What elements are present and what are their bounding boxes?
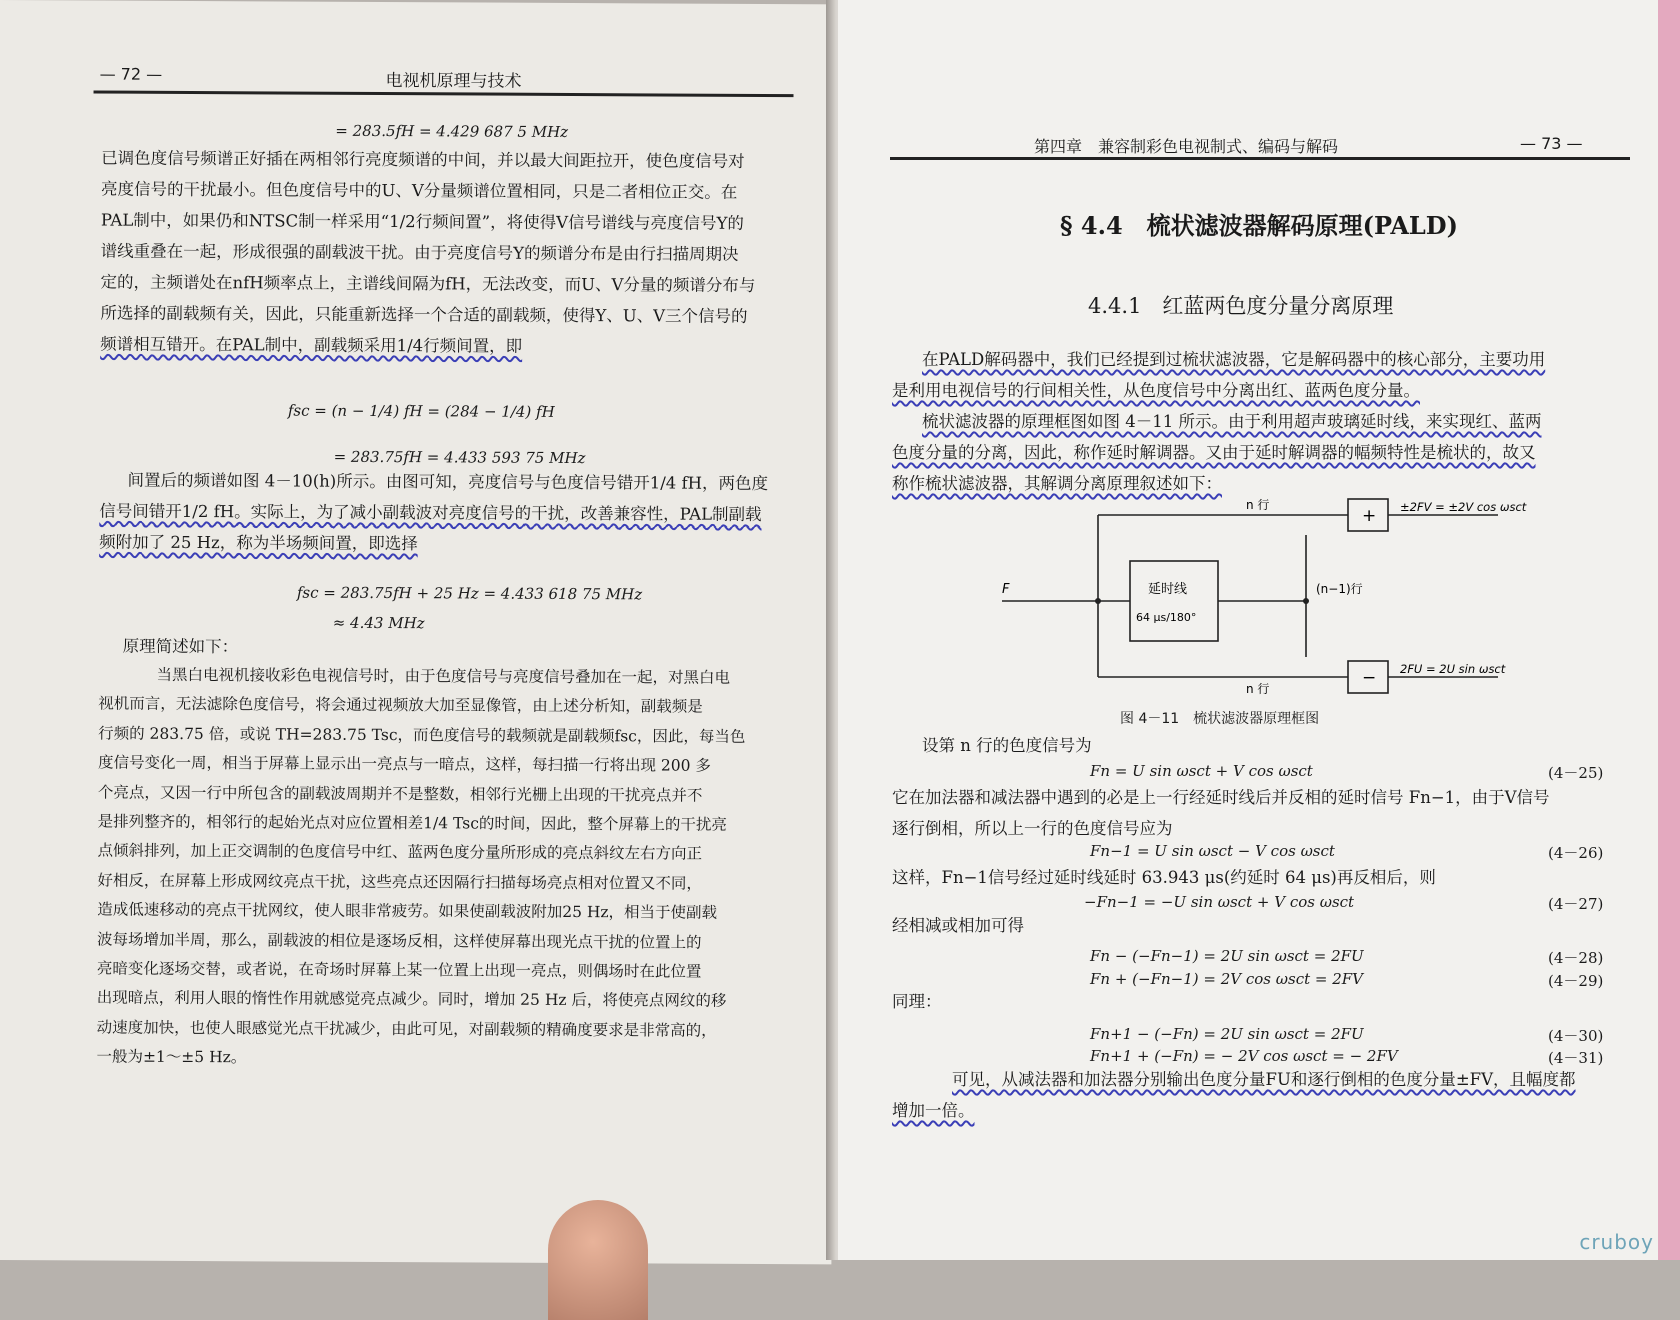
eq-4-30: Fn+1 − (−Fn) = 2U sin ωsct = 2FU bbox=[1090, 1025, 1364, 1043]
left-para-1 bbox=[100, 143, 801, 364]
left-para-3 bbox=[96, 661, 798, 1076]
right-page-number: — 73 — bbox=[1520, 134, 1583, 153]
diagram-delay-label: 延时线 bbox=[1148, 581, 1187, 597]
text-line: 设第 n 行的色度信号为 bbox=[922, 730, 1618, 761]
eq-4-26: Fn−1 = U sin ωsct − V cos ωsct bbox=[1090, 842, 1335, 860]
text-line: 可见，从减法器和加法器分别输出色度分量FU和逐行倒相的色度分量±FV，且幅度都 bbox=[892, 1064, 1618, 1095]
text-line: 视机而言，无法滤除色度信号，将会通过视频放大加至显像管，由上述分析知，副载频是 bbox=[98, 690, 798, 723]
eq-4-25: Fn = U sin ωsct + V cos ωsct bbox=[1090, 762, 1313, 780]
left-para-3-head bbox=[123, 631, 799, 666]
right-para-4 bbox=[892, 1064, 1618, 1126]
text-line: 一般为±1～±5 Hz。 bbox=[96, 1043, 796, 1076]
right-para-3 bbox=[892, 862, 1618, 893]
right-para-1 bbox=[892, 344, 1618, 499]
eq-4-28: Fn − (−Fn−1) = 2U sin ωsct = 2FU bbox=[1090, 947, 1364, 965]
eq-number-4-31: (4－31) bbox=[1548, 1047, 1603, 1068]
left-page-number: — 72 — bbox=[100, 65, 163, 84]
diagram-row-n-bottom: n 行 bbox=[1246, 682, 1269, 695]
text-line: 信号间错开1/2 fH。实际上，为了减小副载波对亮度信号的干扰，改善兼容性，PAL制副载 bbox=[99, 496, 799, 531]
eq-number-4-26: (4－26) bbox=[1548, 842, 1603, 863]
text-line: 频附加了 25 Hz，称为半场频间置，即选择 bbox=[99, 527, 799, 562]
text-line: 是利用电视信号的行间相关性，从色度信号中分离出红、蓝两色度分量。 bbox=[892, 375, 1618, 406]
text-line: 亮度信号的干扰最小。但色度信号中的U、V分量频谱位置相同，只是二者相位正交。在 bbox=[101, 174, 801, 209]
text-line: 逐行倒相，所以上一行的色度信号应为 bbox=[892, 813, 1618, 844]
text-line: 频谱相互错开。在PAL制中，副载频采用1/4行频间置，即 bbox=[100, 329, 800, 364]
eq-number-4-27: (4－27) bbox=[1548, 893, 1603, 914]
eq-number-4-28: (4－28) bbox=[1548, 947, 1603, 968]
text-line: 增加一倍。 bbox=[892, 1095, 1618, 1126]
text-line: 这样，Fn−1信号经过延时线延时 63.943 μs(约延时 64 μs)再反相后，则 bbox=[892, 862, 1618, 893]
text-line: 点倾斜排列，加上正交调制的色度信号中红、蓝两色度分量所形成的亮点斜纹左右方向正 bbox=[97, 837, 797, 870]
text-line: 已调色度信号频谱正好插在两相邻行亮度频谱的中间，并以最大间距拉开，使色度信号对 bbox=[101, 143, 801, 178]
text-line: 好相反，在屏幕上形成网纹亮点干扰，这些亮点还因隔行扫描每场亮点相对位置又不同， bbox=[97, 866, 797, 899]
eq-number-4-29: (4－29) bbox=[1548, 970, 1603, 991]
text-line: 经相减或相加可得 bbox=[892, 910, 1618, 941]
text-line: 梳状滤波器的原理框图如图 4－11 所示。由于利用超声玻璃延时线，来实现红、蓝两 bbox=[892, 406, 1618, 437]
right-para-2 bbox=[892, 782, 1618, 844]
diagram-input-label: F bbox=[1002, 582, 1010, 597]
right-page bbox=[838, 0, 1680, 1260]
adder-symbol: + bbox=[1362, 506, 1376, 526]
left-eq-2: fsc = (n − 1/4) fH = (284 − 1/4) fH bbox=[288, 402, 555, 421]
background-fabric bbox=[1658, 0, 1680, 1260]
left-header-rule bbox=[94, 90, 794, 97]
section-title: § 4.4 梳状滤波器解码原理(PALD) bbox=[1060, 206, 1458, 241]
text-line: 出现暗点，利用人眼的惰性作用就感觉亮点减少。同时，增加 25 Hz 后，将使亮点网纹的移 bbox=[97, 984, 797, 1017]
diagram-row-n-top: n 行 bbox=[1246, 498, 1269, 512]
right-sum-line bbox=[892, 910, 1618, 941]
right-intro-line bbox=[922, 730, 1618, 761]
left-eq-5: ≈ 4.43 MHz bbox=[333, 614, 425, 632]
left-page bbox=[0, 0, 838, 1264]
text-line: PAL制中，如果仍和NTSC制一样采用“1/2行频间置”，将使得V信号谱线与亮度信号Y的 bbox=[101, 205, 801, 240]
left-running-head: 电视机原理与技术 bbox=[386, 66, 522, 92]
eq-number-4-25: (4－25) bbox=[1548, 762, 1603, 783]
text-line: 所选择的副载频有关，因此，只能重新选择一个合适的副载频，使得Y、U、V三个信号的 bbox=[100, 298, 800, 333]
right-running-head: 第四章 兼容制彩色电视制式、编码与解码 bbox=[1034, 134, 1338, 157]
left-eq-1: = 283.5fH = 4.429 687 5 MHz bbox=[335, 122, 568, 141]
eq-4-27: −Fn−1 = −U sin ωsct + V cos ωsct bbox=[1084, 893, 1354, 911]
text-line: 个亮点，又因一行中所包含的副载波周期并不是整数，相邻行光栅上出现的干扰亮点并不 bbox=[98, 778, 798, 811]
text-line: 当黑白电视机接收彩色电视信号时，由于色度信号与亮度信号叠加在一起，对黑白电 bbox=[98, 661, 798, 694]
right-header-rule bbox=[890, 157, 1630, 160]
text-line: 行频的 283.75 倍，或说 TH=283.75 Tsc，而色度信号的载频就是副载频fsc，因此，每当色 bbox=[98, 719, 798, 752]
left-eq-3: = 283.75fH = 4.433 593 75 MHz bbox=[334, 448, 586, 467]
left-eq-4: fsc = 283.75fH + 25 Hz = 4.433 618 75 MHz bbox=[297, 584, 642, 604]
text-line: 它在加法器和减法器中遇到的必是上一行经延时线后并反相的延时信号 Fn−1，由于V信号 bbox=[892, 782, 1618, 813]
text-line: 同理： bbox=[892, 986, 1618, 1017]
text-line: 亮暗变化逐场交替，或者说，在奇场时屏幕上某一位置上出现一亮点，则偶场时在此位置 bbox=[97, 955, 797, 988]
diagram-row-prev: (n−1)行 bbox=[1316, 582, 1363, 596]
watermark: cruboy bbox=[1579, 1230, 1654, 1254]
diagram-output-bottom: 2FU = 2U sin ωsct bbox=[1400, 662, 1506, 676]
text-line: 原理简述如下： bbox=[123, 631, 799, 666]
comb-filter-diagram bbox=[998, 495, 1558, 695]
text-line: 是排列整齐的，相邻行的起始光点对应位置相差1/4 Tsc的时间，因此，整个屏幕上的干扰亮 bbox=[98, 808, 798, 841]
text-line: 间置后的频谱如图 4－10(h)所示。由图可知，亮度信号与色度信号错开1/4 fH，两色度 bbox=[99, 465, 799, 500]
text-line: 谱线重叠在一起，形成很强的副载波干扰。由于亮度信号Y的频谱分布是由行扫描周期决 bbox=[101, 236, 801, 271]
left-para-2 bbox=[99, 465, 799, 562]
text-line: 度信号变化一周，相当于屏幕上显示出一亮点与一暗点，这样，每扫描一行将出现 200 多 bbox=[98, 749, 798, 782]
subsection-title: 4.4.1 红蓝两色度分量分离原理 bbox=[1088, 290, 1393, 320]
text-line: 造成低速移动的亮点干扰网纹，使人眼非常疲劳。如果使副载波附加25 Hz，相当于使副载 bbox=[97, 896, 797, 929]
text-line: 色度分量的分离，因此，称作延时解调器。又由于延时解调器的幅频特性是梳状的，故又 bbox=[892, 437, 1618, 468]
text-line: 动速度加快，也使人眼感觉光点干扰减少，由此可见，对副载频的精确度要求是非常高的， bbox=[97, 1013, 797, 1046]
text-line: 波每场增加半周，那么，副载波的相位是逐场反相，这样使屏幕出现光点干扰的位置上的 bbox=[97, 925, 797, 958]
eq-number-4-30: (4－30) bbox=[1548, 1025, 1603, 1046]
finger bbox=[548, 1200, 648, 1320]
subtractor-symbol: − bbox=[1362, 668, 1376, 688]
text-line: 称作梳状滤波器，其解调分离原理叙述如下： bbox=[892, 468, 1618, 499]
diagram-delay-spec: 64 μs/180° bbox=[1136, 611, 1196, 624]
text-line: 在PALD解码器中，我们已经提到过梳状滤波器，它是解码器中的核心部分，主要功用 bbox=[892, 344, 1618, 375]
delay-line-box bbox=[1130, 561, 1218, 641]
text-line: 定的，主频谱处在nfH频率点上，主谱线间隔为fH，无法改变，而U、V分量的频谱分布与 bbox=[100, 267, 800, 302]
diagram-output-top: ±2FV = ±2V cos ωsct bbox=[1400, 500, 1527, 514]
figure-caption: 图 4－11 梳状滤波器原理框图 bbox=[1120, 708, 1319, 728]
eq-4-29: Fn + (−Fn−1) = 2V cos ωsct = 2FV bbox=[1090, 970, 1363, 988]
right-same-line bbox=[892, 986, 1618, 1017]
eq-4-31: Fn+1 + (−Fn) = − 2V cos ωsct = − 2FV bbox=[1090, 1047, 1398, 1065]
